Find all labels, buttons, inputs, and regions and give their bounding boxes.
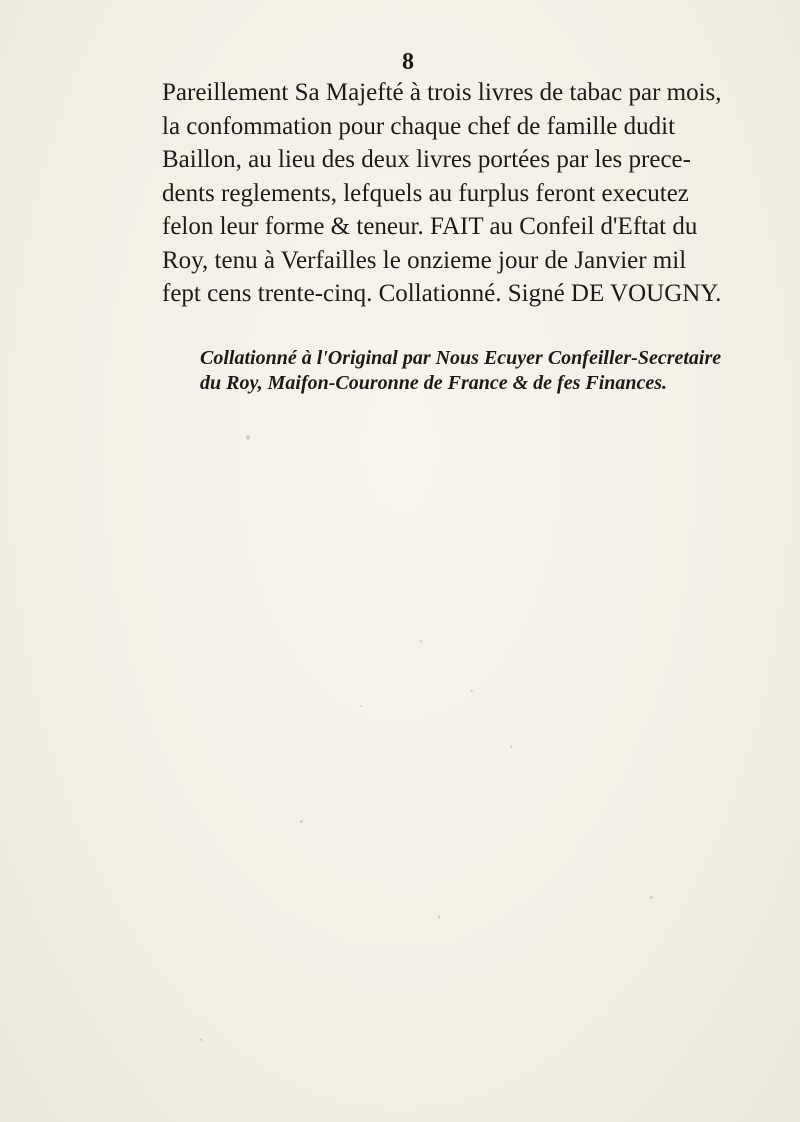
paper-speck bbox=[420, 640, 422, 643]
attestation-line: du Roy, Maifon-Couronne de France & de fes Finances. bbox=[200, 372, 668, 394]
paper-speck bbox=[438, 915, 440, 919]
page-number: 8 bbox=[402, 49, 414, 75]
attestation-line: Collationné à l'Original par Nous Ecuyer Confeiller-Secretaire bbox=[200, 347, 722, 369]
body-line-signature: fept cens trente-cinq. Collationné. Signé DE VOUGNY. bbox=[162, 280, 722, 307]
paper-speck bbox=[360, 705, 362, 707]
paper-speck bbox=[246, 435, 250, 440]
collation-attestation bbox=[200, 346, 722, 396]
paper-speck bbox=[470, 690, 473, 692]
paper-speck bbox=[200, 1038, 202, 1041]
paper-speck bbox=[510, 745, 512, 748]
body-line: Roy, tenu à Verfailles le onzieme jour de Janvier mil bbox=[162, 246, 687, 274]
body-line: felon leur forme & teneur. FAIT au Confeil d'Eftat du bbox=[162, 213, 698, 240]
body-line: dents reglements, lefquels au furplus feront executez bbox=[162, 179, 689, 207]
paper-speck bbox=[650, 896, 653, 899]
body-line: Baillon, au lieu des deux livres portées par les prece- bbox=[162, 146, 691, 173]
paper-speck bbox=[300, 820, 303, 823]
decree-body-text bbox=[162, 76, 722, 311]
body-line: Pareillement Sa Majefté à trois livres de tabac par mois, bbox=[162, 79, 722, 106]
body-line: la confommation pour chaque chef de famille dudit bbox=[162, 112, 676, 140]
